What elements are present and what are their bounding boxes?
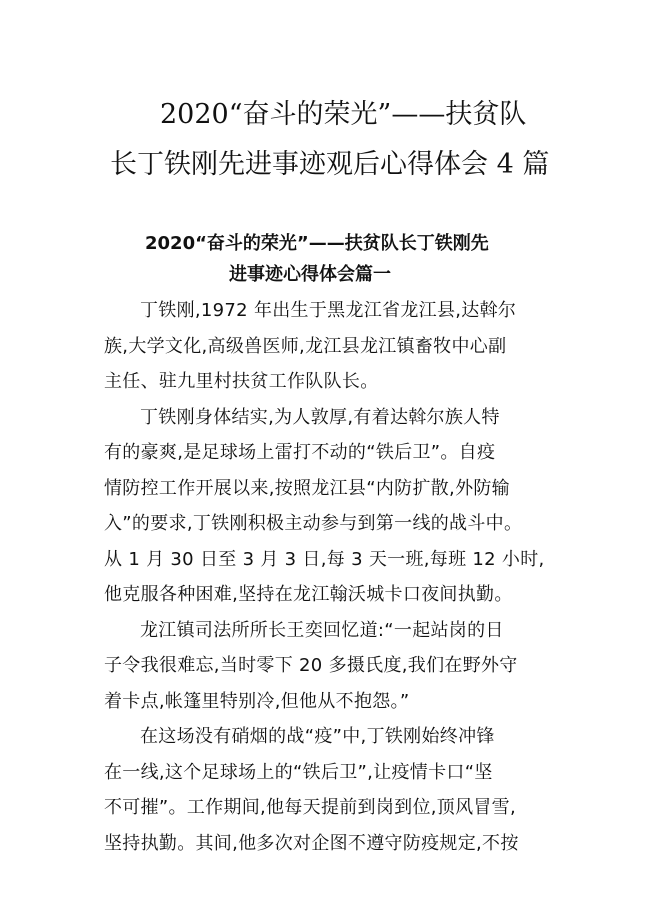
section-heading-line-1: 2020“奋斗的荣光”——扶贫队长丁铁刚先: [145, 233, 489, 254]
paragraph-2-line-2: 有的豪爽,是足球场上雷打不动的“铁后卫”。自疫: [104, 442, 496, 463]
paragraph-2-line-5: 从 1 月 30 日至 3 月 3 日,每 3 天一班,每班 12 小时,: [104, 549, 545, 570]
paragraph-1-line-1: 丁铁刚,1972 年出生于黑龙江省龙江县,达斡尔: [140, 300, 517, 321]
paragraph-2-line-3: 情防控工作开展以来,按照龙江县“内防扩散,外防输: [104, 478, 510, 499]
paragraph-3-line-2: 子令我很难忘,当时零下 20 多摄氏度,我们在野外守: [104, 655, 518, 676]
document-title-line-1: 2020“奋斗的荣光”——扶贫队: [160, 99, 527, 130]
paragraph-1-line-2: 族,大学文化,高级兽医师,龙江县龙江镇畜牧中心副: [104, 336, 507, 357]
paragraph-4-line-4: 坚持执勤。其间,他多次对企图不遵守防疫规定,不按: [104, 833, 519, 854]
paragraph-4-line-3: 不可摧”。工作期间,他每天提前到岗到位,顶风冒雪,: [104, 797, 516, 818]
paragraph-3-line-3: 着卡点,帐篷里特别冷,但他从不抱怨。”: [104, 691, 410, 712]
paragraph-4-line-2: 在一线,这个足球场上的“铁后卫”,让疫情卡口“坚: [104, 762, 493, 783]
paragraph-2-line-1: 丁铁刚身体结实,为人敦厚,有着达斡尔族人特: [140, 407, 500, 428]
paragraph-3-line-1: 龙江镇司法所所长王奕回忆道:“一起站岗的日: [140, 620, 504, 641]
section-heading-line-2: 进事迹心得体会篇一: [229, 264, 391, 285]
document-title-line-2: 长丁铁刚先进事迹观后心得体会 4 篇: [110, 149, 550, 180]
paragraph-4-line-1: 在这场没有硝烟的战“疫”中,丁铁刚始终冲锋: [140, 726, 495, 747]
paragraph-2-line-6: 他克服各种困难,坚持在龙江翰沃城卡口夜间执勤。: [104, 584, 513, 605]
paragraph-1-line-3: 主任、驻九里村扶贫工作队队长。: [104, 371, 379, 392]
paragraph-2-line-4: 入”的要求,丁铁刚积极主动参与到第一线的战斗中。: [104, 513, 523, 534]
